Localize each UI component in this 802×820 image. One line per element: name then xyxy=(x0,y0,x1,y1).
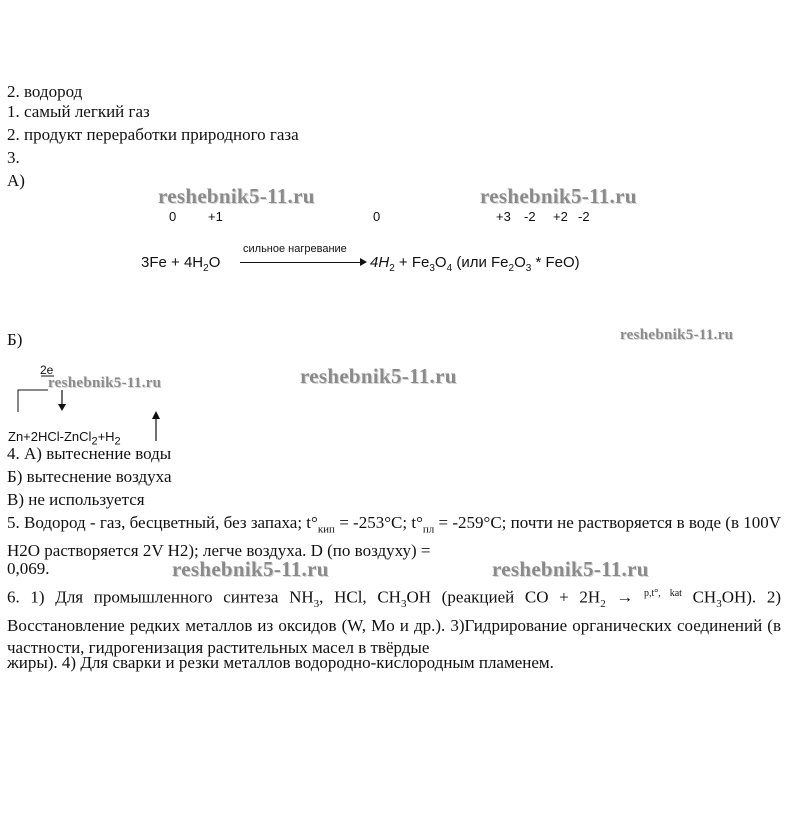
watermark-text: reshebnik5-11.ru xyxy=(158,184,315,208)
line-item-3: 3. xyxy=(7,148,20,167)
reaction-arrow xyxy=(240,262,364,263)
reaction-a-lhs: $3Fe + 4H_2O$ xyxy=(141,254,221,274)
watermark-text: reshebnik5-11.ru xyxy=(492,557,649,581)
paragraph-5-end: 0,069. xyxy=(7,559,50,578)
ox-state-fe3o4-o2: -2 xyxy=(578,209,590,224)
paragraph-6: 6. 1) Для промышленного синтеза $NH_3$, HCl, $CH_3OH$ (реакцией CO + $2H_2 \to ^{p,t^\circ, kat}$ $CH_3OH$). 2) Восстановление редких металлов из оксидов (W, Mo и др.). 3)Гидрирование органических соединений (в частности, гидрогенизация растительных масел в твёрдые xyxy=(7,587,781,658)
watermark-text: reshebnik5-11.ru xyxy=(620,327,734,343)
line-hydrogen: 2. водород xyxy=(7,82,83,101)
line-part-b: Б) xyxy=(7,330,23,349)
line-natural-gas-product: 2. продукт переработки природного газа xyxy=(7,125,299,144)
ox-state-fe3o4-o: -2 xyxy=(524,209,536,224)
ox-state-fe3o4-fe3: +3 xyxy=(496,209,511,224)
watermark-text: reshebnik5-11.ru xyxy=(480,184,637,208)
line-lightest-gas: 1. самый легкий газ xyxy=(7,102,150,121)
reaction-a-rhs: $4H_2 + Fe_3O_4$ (или $Fe_2O_3 * FeO$) xyxy=(370,254,580,274)
electron-count: 2e xyxy=(40,363,54,377)
line-part-a: А) xyxy=(7,171,25,190)
paragraph-5: 5. Водород - газ, бесцветный, без запаха; $t^\circ_{кип} = -253^\circ C$; $t^\circ_{пл} = -259^\circ C$; почти не растворяется в воде (в 100V H2O растворяется 2V H2); легче воздуха. D (по воздуху) = xyxy=(7,513,782,561)
ox-state-h2: 0 xyxy=(373,209,381,224)
watermark-text: reshebnik5-11.ru xyxy=(48,375,162,391)
watermark-text: reshebnik5-11.ru xyxy=(172,557,329,581)
line-4c: В) не используется xyxy=(7,490,145,509)
watermark-text: reshebnik5-11.ru xyxy=(300,364,457,388)
reaction-arrowhead xyxy=(360,258,367,266)
line-4b: Б) вытеснение воздуха xyxy=(7,467,172,486)
paragraph-6-end: жиры). 4) Для сварки и резки металлов водородно-кислородным пламенем. xyxy=(7,653,554,672)
ox-state-fe3o4-fe2: +2 xyxy=(553,209,568,224)
ox-state-fe: 0 xyxy=(169,209,177,224)
ox-state-h: +1 xyxy=(208,209,223,224)
line-4a: 4. А) вытеснение воды xyxy=(7,444,172,463)
reaction-b-equation: $Zn+2HCl-ZnCl_2+H_2$ xyxy=(8,429,121,448)
reaction-condition: сильное нагревание xyxy=(243,243,347,255)
